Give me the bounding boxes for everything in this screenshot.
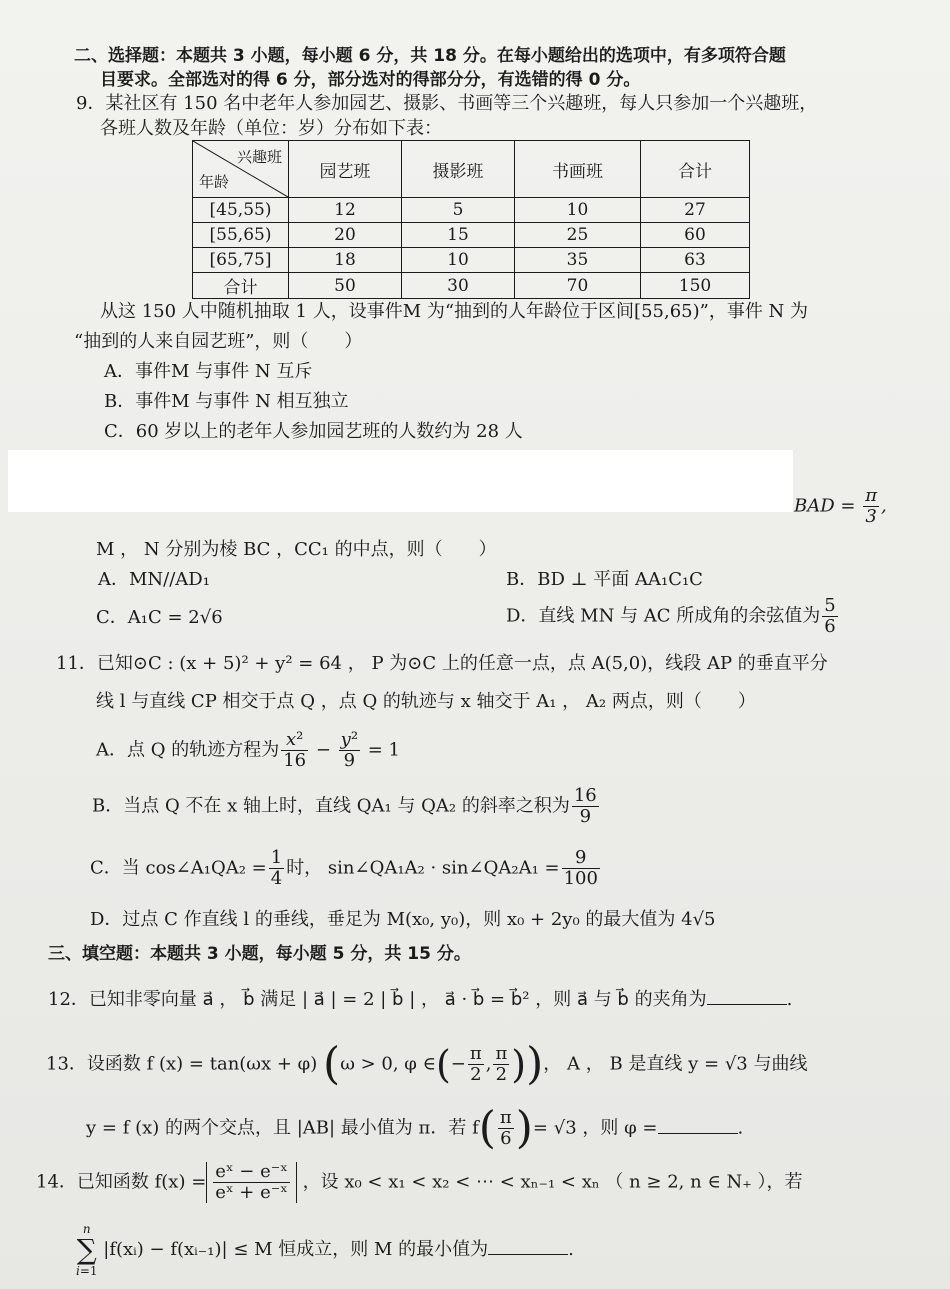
q9-table: [192, 140, 750, 299]
frac-pi-6: $\frac{\pi}{6}$: [499, 1107, 512, 1149]
row-label: [65,75]: [193, 248, 289, 273]
section2-heading-cont: 目要求。全部选对的得 6 分，部分选对的得部分分，有选错的得 0 分。: [100, 70, 641, 90]
q13-post: ， A ， B 是直线 y = √3 与曲线: [543, 1053, 808, 1075]
table-diag-header: [193, 141, 289, 198]
q10-option-c: C．A₁C = 2√6: [96, 607, 223, 628]
frac-16-9: $\frac{16}{9}$: [573, 785, 597, 827]
q10-line: M ， N 分别为棱 BC ，CC₁ 的中点，则（ ）: [96, 539, 497, 560]
table-cell: 20: [289, 223, 402, 248]
q10-option-b: B．BD ⊥ 平面 AA₁C₁C: [506, 569, 703, 590]
diag-top-label: 兴趣班: [236, 148, 282, 166]
q10-partial-text: BAD =: [794, 495, 856, 517]
col-header: 园艺班: [289, 141, 402, 198]
frac-pi-2: $\frac{\pi}{2}$: [469, 1043, 482, 1085]
q12-end: .: [786, 989, 793, 1010]
pi-over-3: $\frac{\pi}{3}$: [865, 485, 878, 527]
table-cell: 12: [289, 198, 402, 223]
q10-partial-angle: BAD = $\frac{\pi}{3}$ ,: [794, 485, 887, 527]
q13-end: .: [737, 1117, 744, 1139]
q9-text2: “抽到的人来自园艺班”，则（ ）: [74, 331, 363, 352]
q14-den: eˣ + e⁻ˣ: [215, 1182, 288, 1203]
table-row: [193, 198, 750, 223]
q11-option-c-mid: 时， sin∠QA₁A₂ · sin∠QA₂A₁ =: [286, 857, 560, 879]
frac-y2-9: $\frac{\text{y²}}{9}$: [340, 729, 359, 771]
table-cell: 60: [641, 223, 750, 248]
table-cell: 10: [515, 198, 641, 223]
q9-option-b: B．事件M 与事件 N 相互独立: [104, 391, 349, 412]
table-cell: 70: [515, 273, 641, 299]
frac-1-4: $\frac{1}{4}$: [270, 847, 283, 889]
q11-option-a: A．点 Q 的轨迹方程为 $\frac{\text{x²}}{16}$ − $\frac{\text{y²}}{9}$ = 1: [96, 729, 401, 771]
table-cell: 30: [402, 273, 515, 299]
row-label: 合计: [193, 273, 289, 299]
row-label: [55,65): [193, 223, 289, 248]
section2-heading: 二、选择题：本题共 3 小题，每小题 6 分，共 18 分。在每小题给出的选项中，有多项符合题: [74, 46, 786, 66]
section3-heading: 三、填空题：本题共 3 小题，每小题 5 分，共 15 分。: [48, 944, 471, 964]
q12-text: 12．已知非零向量 a⃗ ， b⃗ 满足 | a⃗ | = 2 | b⃗ | ， a⃗ · b⃗ = b⃗² ，则 a⃗ 与 b⃗ 的夹角为: [48, 989, 707, 1010]
q14-pre: 14．已知函数 f(x) =: [36, 1171, 207, 1193]
q11-option-a-text: A．点 Q 的轨迹方程为: [96, 739, 280, 761]
table-row: [193, 248, 750, 273]
table-cell: 18: [289, 248, 402, 273]
q9-text1: 从这 150 人中随机抽取 1 人，设事件M 为“抽到的人年龄位于区间[55,65)”，事件 N 为: [100, 301, 809, 322]
table-cell: 35: [515, 248, 641, 273]
summation: n ∑ i=1: [76, 1222, 98, 1278]
q12-line: [48, 986, 792, 1012]
q13-line2-post: = √3 ，则 φ =: [532, 1117, 658, 1139]
q14-answer-blank[interactable]: [488, 1236, 568, 1255]
row-label: [45,55): [193, 198, 289, 223]
table-row: [193, 223, 750, 248]
q9-line2: 各班人数及年龄（单位：岁）分布如下表：: [100, 118, 442, 139]
frac-pi-2b: $\frac{\pi}{2}$: [495, 1043, 508, 1085]
redaction-block: [8, 450, 793, 512]
q13-line2-pre: y = f (x) 的两个交点，且 |AB| 最小值为 π．若 f: [86, 1117, 479, 1139]
frac-den: 6: [824, 616, 836, 637]
table-cell: 150: [641, 273, 750, 299]
col-header: 书画班: [515, 141, 641, 198]
q13-line2: y = f (x) 的两个交点，且 |AB| 最小值为 π．若 f( $\frac{\pi}{6}$ )= √3 ，则 φ = .: [86, 1102, 744, 1154]
table-cell: 63: [641, 248, 750, 273]
q9-line1: 9．某社区有 150 名中老年人参加园艺、摄影、书画等三个兴趣班，每人只参加一个兴趣班，: [76, 93, 818, 114]
frac-num: 5: [824, 595, 836, 616]
table-cell: 25: [515, 223, 641, 248]
q11-option-c-pre: C．当 cos∠A₁QA₂ =: [90, 857, 267, 879]
table-cell: 10: [402, 248, 515, 273]
q10-option-d-text: D．直线 MN 与 AC 所成角的余弦值为: [506, 605, 821, 627]
q11-option-d: D．过点 C 作直线 l 的垂线，垂足为 M(x₀, y₀)，则 x₀ + 2y₀ 的最大值为 4√5: [90, 909, 716, 930]
table-cell: 15: [402, 223, 515, 248]
table-cell: 27: [641, 198, 750, 223]
q9-option-c: C．60 岁以上的老年人参加园艺班的人数约为 28 人: [104, 421, 523, 442]
q13-pre: 13．设函数 f (x) = tan(ωx + φ): [46, 1053, 318, 1075]
q14-num: eˣ − e⁻ˣ: [215, 1161, 288, 1182]
q12-answer-blank[interactable]: [707, 986, 787, 1005]
q11-line2: 线 l 与直线 CP 相交于点 Q ，点 Q 的轨迹与 x 轴交于 A₁ ， A₂ 两点，则（ ）: [96, 691, 756, 712]
col-header: 摄影班: [402, 141, 515, 198]
q14-sum-expr: |f(xᵢ) − f(xᵢ₋₁)| ≤ M 恒成立，则 M 的最小值为: [103, 1239, 489, 1260]
q11-line1: 11．已知⊙C : (x + 5)² + y² = 64 ， P 为⊙C 上的任意一点，点 A(5,0)，线段 AP 的垂直平分: [56, 653, 828, 674]
q11-option-b-text: B．当点 Q 不在 x 轴上时，直线 QA₁ 与 QA₂ 的斜率之积为: [92, 795, 570, 817]
diag-bottom-label: 年龄: [199, 173, 230, 191]
table-row: [193, 273, 750, 299]
q13-cond: ω > 0, φ ∈: [340, 1053, 436, 1075]
q9-option-a: A．事件M 与事件 N 互斥: [104, 361, 313, 382]
frac-x2-16: $\frac{\text{x²}}{16}$: [283, 729, 307, 771]
q10-option-a: A．MN//AD₁: [98, 569, 210, 590]
q10-option-d: [506, 596, 840, 637]
q14-end: .: [568, 1239, 574, 1260]
q14-line1: [36, 1162, 802, 1203]
q14-line2: [76, 1222, 574, 1278]
q11-option-b: [92, 786, 601, 827]
q11-option-c: [90, 848, 602, 889]
q13-line1: 13．设函数 f (x) = tan(ωx + φ) (ω > 0, φ ∈(− $\frac{\pi}{2}$ , $\frac{\pi}{2}$ ))， A ， B 是直线 y = √3 与曲线: [46, 1038, 808, 1090]
table-cell: 50: [289, 273, 402, 299]
abs-value-frac: [206, 1162, 297, 1203]
frac-9-100: $\frac{9}{100}$: [563, 847, 598, 889]
q14-post: ，设 x₀ < x₁ < x₂ < ⋯ < xₙ₋₁ < xₙ （ n ≥ 2, n ∈ N₊ ），若: [302, 1171, 803, 1193]
q13-answer-blank[interactable]: [658, 1115, 738, 1134]
table-cell: 5: [402, 198, 515, 223]
col-header: 合计: [641, 141, 750, 198]
fraction-5-6: [822, 596, 837, 637]
